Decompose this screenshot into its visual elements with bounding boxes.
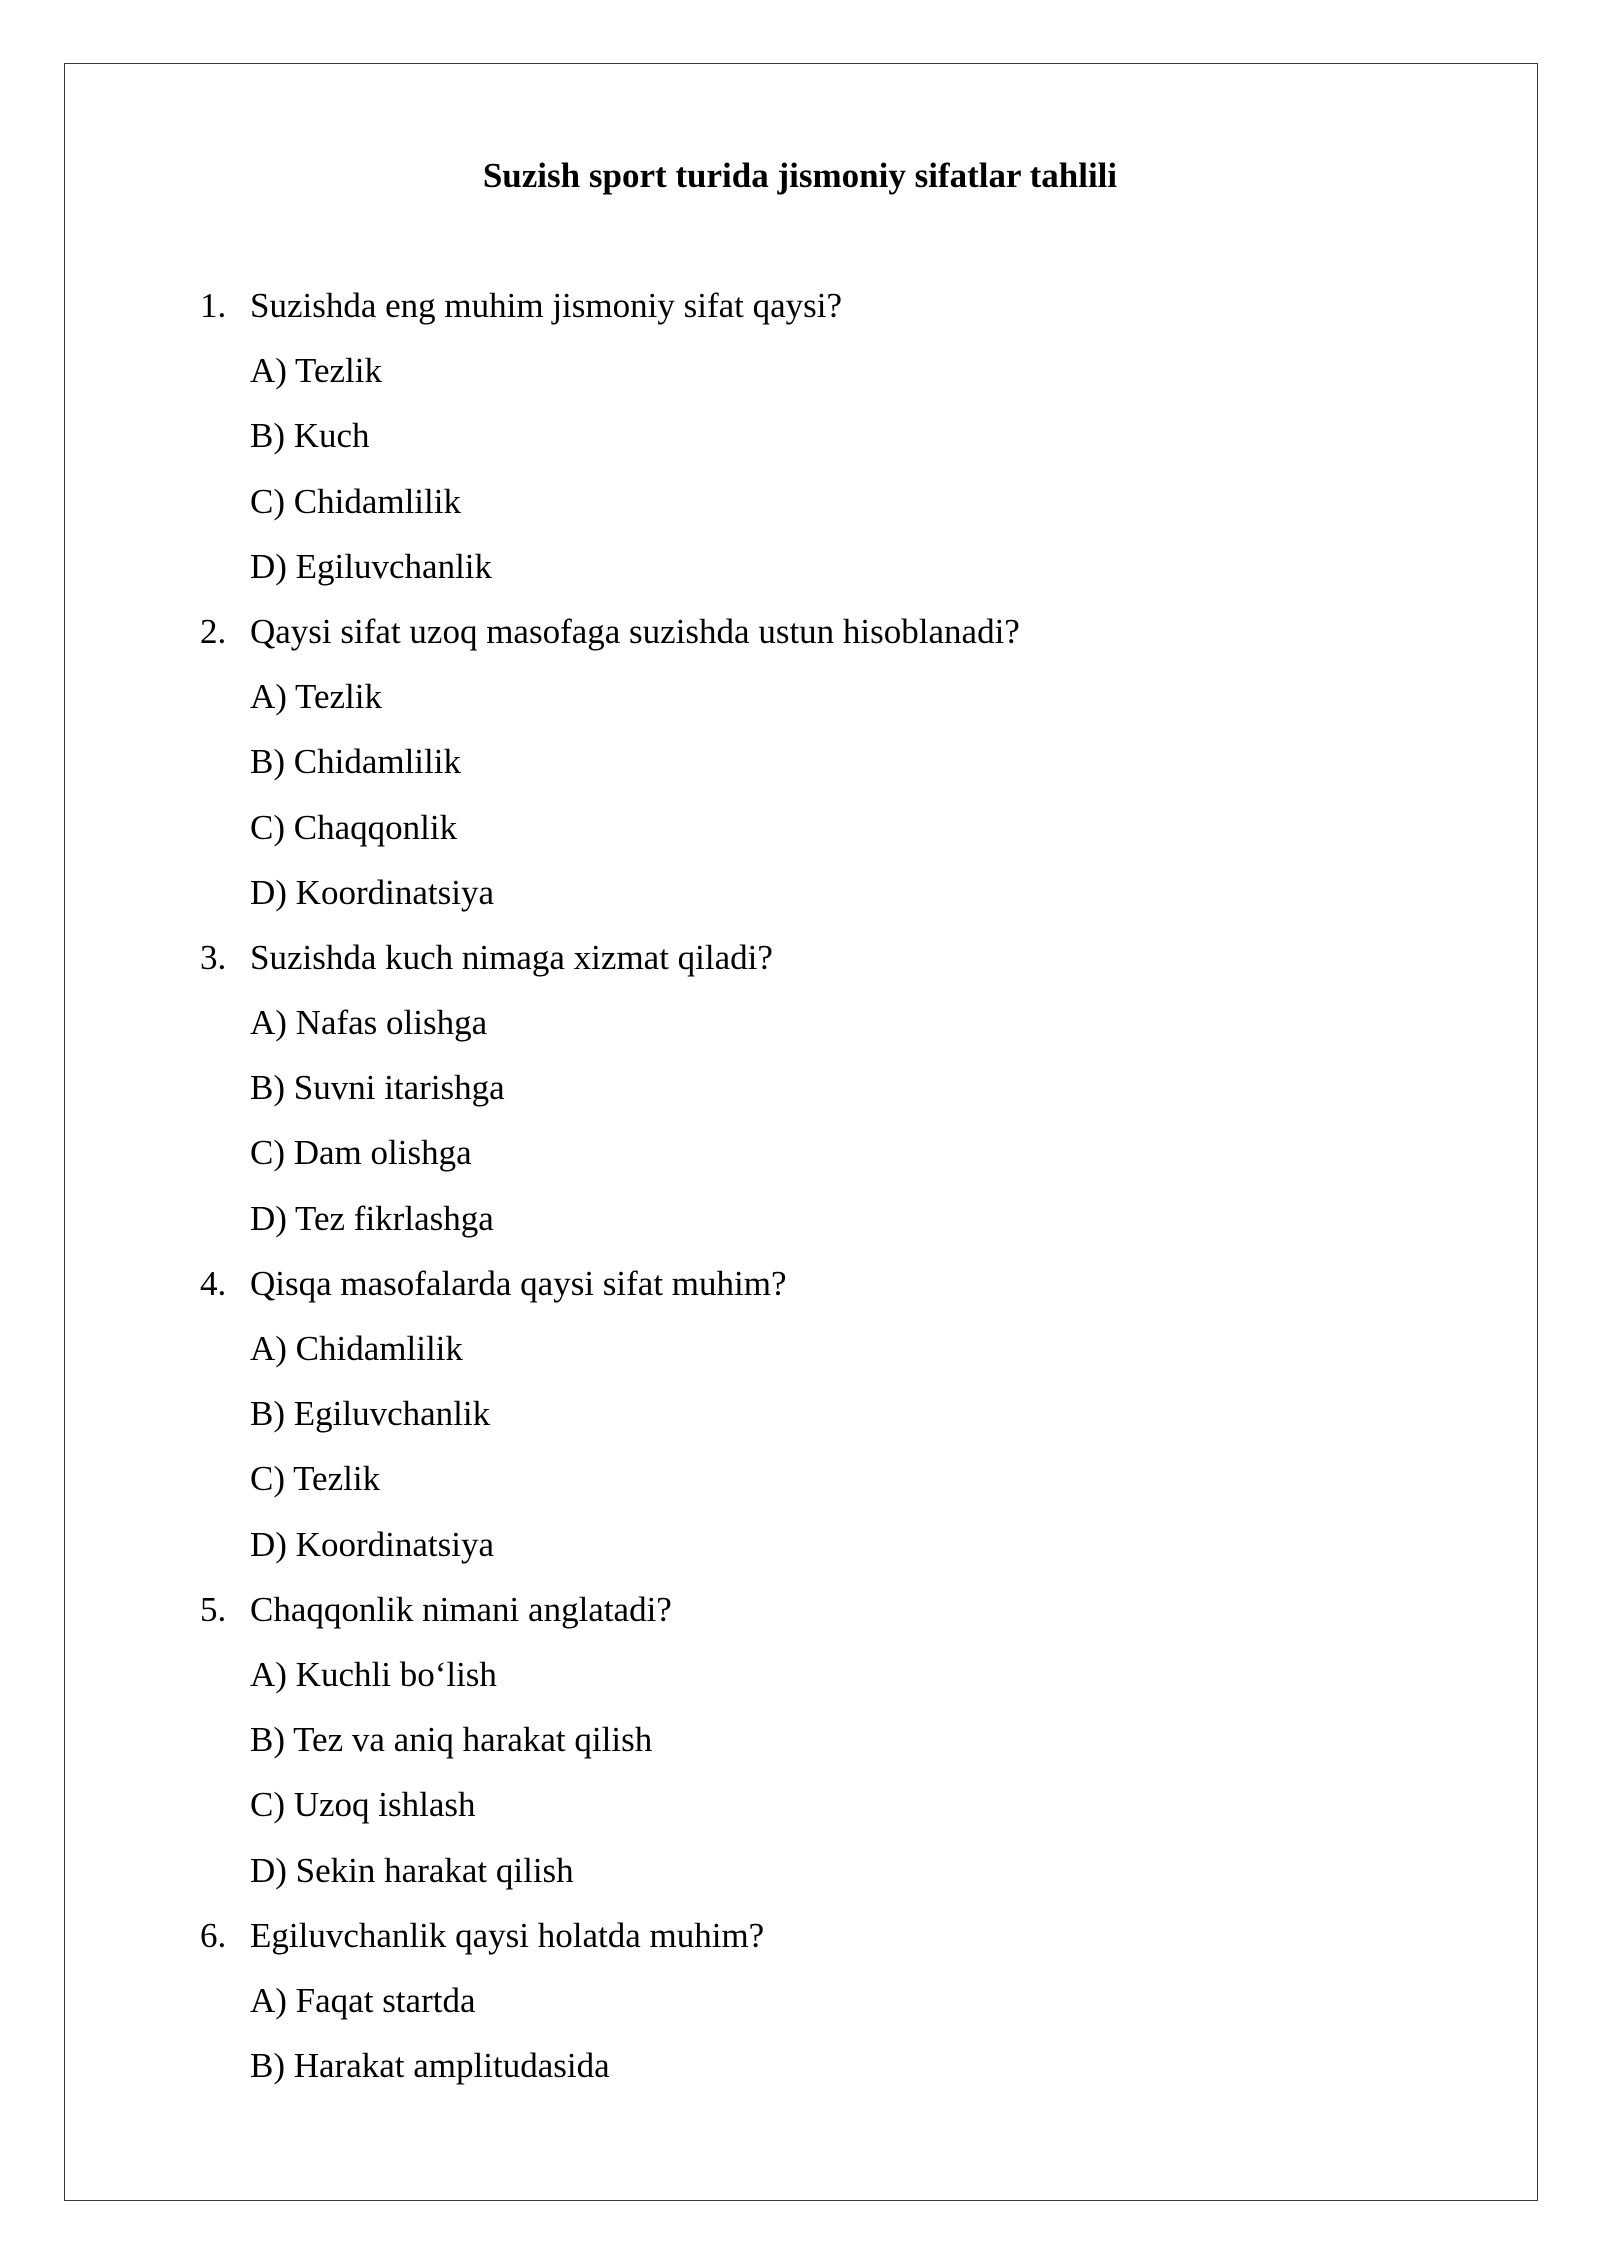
answer-option (0, 1845, 1600, 1910)
answer-option-text: D) Egiluvchanlik (250, 546, 493, 586)
answer-option (0, 1975, 1600, 2040)
answer-option (0, 1779, 1600, 1844)
answer-option (0, 1453, 1600, 1518)
answer-option-text: B) Harakat amplitudasida (250, 2046, 610, 2086)
answer-option-text: D) Koordinatsiya (250, 872, 494, 912)
answer-option-text: C) Tezlik (250, 1459, 381, 1499)
answer-option-text: A) Chidamlilik (250, 1329, 463, 1368)
answer-option-text: C) Chidamlilik (250, 481, 461, 521)
question-text: Qisqa masofalarda qaysi sifat muhim? (250, 1263, 787, 1303)
answer-option (0, 802, 1600, 867)
answer-option (0, 2040, 1600, 2105)
answer-option-text: A) Faqat startda (250, 1980, 476, 2020)
question-number: 5. (200, 1589, 227, 1629)
question-text: Chaqqonlik nimani anglatadi? (250, 1589, 672, 1629)
answer-option (0, 1519, 1600, 1584)
question-number: 1. (200, 286, 227, 325)
question-1 (0, 280, 1600, 606)
answer-option-text: D) Koordinatsiya (250, 1524, 494, 1564)
answer-option (0, 410, 1600, 475)
answer-option (0, 476, 1600, 541)
question-text: Suzishda kuch nimaga xizmat qiladi? (250, 937, 773, 977)
answer-option (0, 1714, 1600, 1779)
answer-option-text: B) Kuch (250, 416, 370, 456)
question-line (0, 1910, 1600, 1975)
question-line (0, 280, 1600, 345)
question-line (0, 932, 1600, 997)
answer-option-text: D) Tez fikrlashga (250, 1198, 494, 1238)
question-5 (0, 1584, 1600, 1910)
answer-option-text: C) Uzoq ishlash (250, 1785, 476, 1825)
answer-option-text: A) Kuchli bo‘lish (250, 1654, 497, 1694)
answer-option (0, 1193, 1600, 1258)
question-text: Qaysi sifat uzoq masofaga suzishda ustun hisoblanadi? (250, 611, 1020, 651)
question-line (0, 606, 1600, 671)
answer-option-text: B) Suvni itarishga (250, 1068, 505, 1108)
answer-option (0, 1323, 1600, 1388)
question-number: 6. (200, 1915, 227, 1955)
answer-option-text: D) Sekin harakat qilish (250, 1850, 574, 1890)
question-2 (0, 606, 1600, 932)
answer-option (0, 1388, 1600, 1453)
question-list (0, 280, 1600, 2105)
question-line (0, 1584, 1600, 1649)
answer-option (0, 997, 1600, 1062)
answer-option (0, 541, 1600, 606)
question-4 (0, 1258, 1600, 1584)
question-text: Egiluvchanlik qaysi holatda muhim? (250, 1915, 765, 1955)
question-number: 2. (200, 611, 227, 651)
question-number: 3. (200, 937, 227, 977)
answer-option-text: A) Nafas olishga (250, 1003, 488, 1043)
answer-option-text: C) Dam olishga (250, 1133, 472, 1173)
answer-option (0, 671, 1600, 736)
answer-option (0, 1127, 1600, 1192)
question-6 (0, 1910, 1600, 2106)
question-3 (0, 932, 1600, 1258)
document-title: Suzish sport turida jismoniy sifatlar tahlili (482, 156, 1118, 195)
answer-option (0, 1062, 1600, 1127)
question-number: 4. (200, 1263, 227, 1303)
answer-option (0, 1649, 1600, 1714)
answer-option-text: B) Egiluvchanlik (250, 1394, 491, 1434)
answer-option-text: B) Chidamlilik (250, 742, 461, 782)
answer-option-text: A) Tezlik (250, 677, 383, 717)
question-line (0, 1258, 1600, 1323)
question-text: Suzishda eng muhim jismoniy sifat qaysi? (250, 286, 843, 325)
answer-option-text: B) Tez va aniq harakat qilish (250, 1720, 653, 1760)
answer-option-text: A) Tezlik (250, 351, 383, 391)
answer-option (0, 867, 1600, 932)
answer-option (0, 736, 1600, 801)
answer-option (0, 345, 1600, 410)
answer-option-text: C) Chaqqonlik (250, 807, 458, 847)
